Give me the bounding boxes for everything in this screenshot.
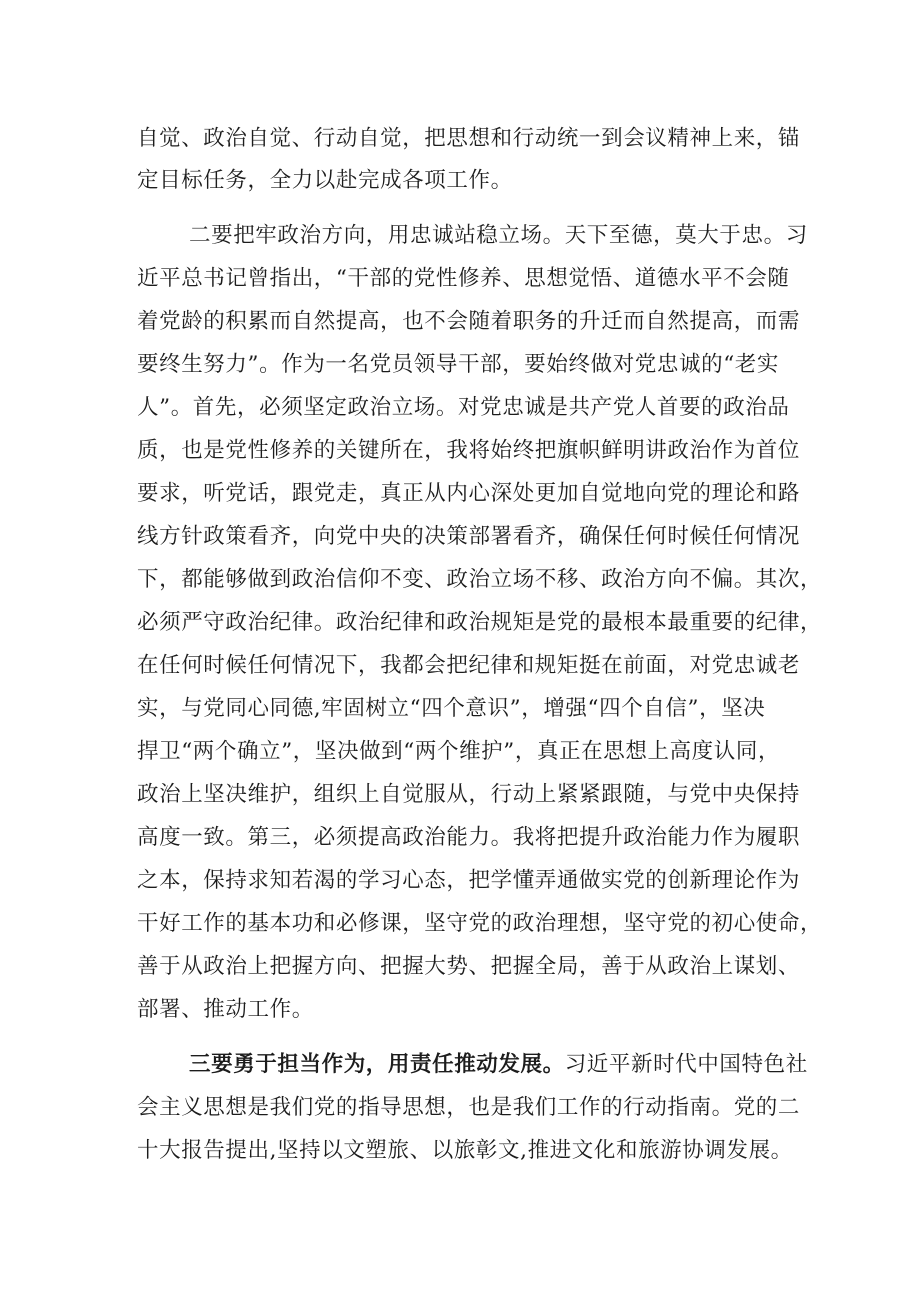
paragraph-2-line-9: 下，都能够做到政治信仰不变、政治立场不移、政治方向不偏。其次， xyxy=(137,567,823,592)
paragraph-2-line-18: 善于从政治上把握方向、把握大势、把握全局，善于从政治上谋划、 xyxy=(137,954,801,979)
paragraph-3-lead-heading: 三要勇于担当作为，用责任推动发展。 xyxy=(189,1052,565,1077)
paragraph-2-line-8: 线方针政策看齐，向党中央的决策部署看齐，确保任何时候任何情况 xyxy=(137,524,801,549)
paragraph-2-line-12: 实，与党同心同德,牢固树立“四个意识”，增强“四个自信”，坚决 xyxy=(137,696,766,721)
paragraph-3-line-2: 会主义思想是我们党的指导思想，也是我们工作的行动指南。党的二 xyxy=(137,1095,801,1120)
paragraph-2-line-2: 近平总书记曾指出，“干部的党性修养、思想觉悟、道德水平不会随 xyxy=(137,266,790,291)
paragraph-2-line-3: 着党龄的积累而自然提高，也不会随着职务的升迁而自然提高，而需 xyxy=(137,309,801,334)
paragraph-1-line-2: 定目标任务，全力以赴完成各项工作。 xyxy=(137,168,513,193)
paragraph-2-line-15: 高度一致。第三，必须提高政治能力。我将把提升政治能力作为履职 xyxy=(137,825,801,850)
paragraph-2-line-19: 部署、推动工作。 xyxy=(137,997,314,1022)
paragraph-3-line-1-rest: 习近平新时代中国特色社 xyxy=(564,1052,808,1077)
paragraph-2-line-11: 在任何时候任何情况下，我都会把纪律和规矩挺在前面，对党忠诚老 xyxy=(137,653,801,678)
paragraph-2-line-14: 政治上坚决维护，组织上自觉服从，行动上紧紧跟随，与党中央保持 xyxy=(137,782,801,807)
paragraph-2-line-13: 捍卫“两个确立”，坚决做到“两个维护”，真正在思想上高度认同， xyxy=(137,739,781,764)
paragraph-2-line-5: 人”。首先，必须坚定政治立场。对党忠诚是共产党人首要的政治品 xyxy=(137,395,790,420)
paragraph-2-line-10: 必须严守政治纪律。政治纪律和政治规矩是党的最根本最重要的纪律， xyxy=(137,610,823,635)
paragraph-2-line-7: 要求，听党话，跟党走，真正从内心深处更加自觉地向党的理论和路 xyxy=(137,481,801,506)
paragraph-1-line-1: 自觉、政治自觉、行动自觉，把思想和行动统一到会议精神上来，锚 xyxy=(137,126,801,151)
paragraph-2-line-6: 质，也是党性修养的关键所在，我将始终把旗帜鲜明讲政治作为首位 xyxy=(137,438,801,463)
paragraph-2-line-1: 二要把牢政治方向，用忠诚站稳立场。天下至德，莫大于忠。习 xyxy=(189,223,808,248)
paragraph-2-line-16: 之本，保持求知若渴的学习心态，把学懂弄通做实党的创新理论作为 xyxy=(137,868,801,893)
paragraph-2-line-4: 要终生努力”。作为一名党员领导干部，要始终做对党忠诚的“老实 xyxy=(137,352,779,377)
paragraph-2-line-17: 干好工作的基本功和必修课，坚守党的政治理想，坚守党的初心使命， xyxy=(137,911,823,936)
paragraph-3-line-1 xyxy=(189,1054,808,1076)
paragraph-3-line-3: 十大报告提出,坚持以文塑旅、以旅彰文,推进文化和旅游协调发展。 xyxy=(137,1138,793,1163)
